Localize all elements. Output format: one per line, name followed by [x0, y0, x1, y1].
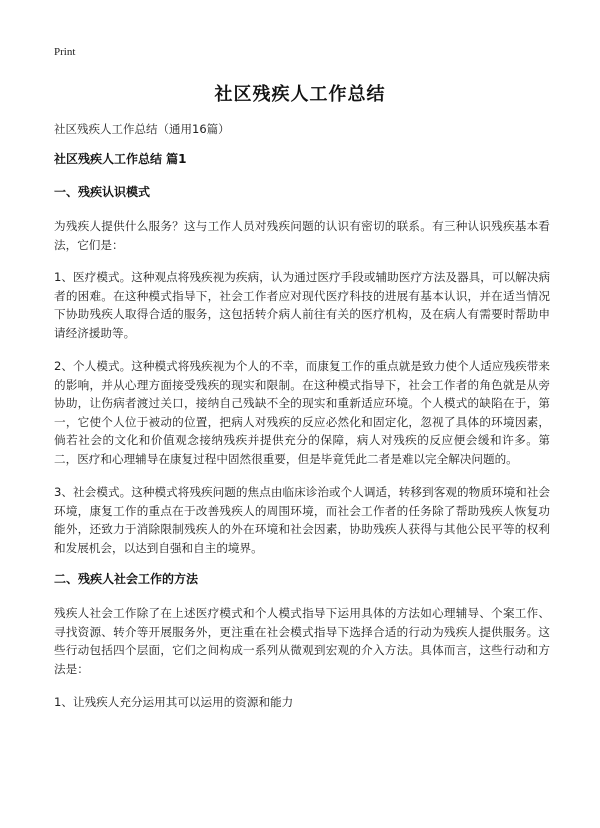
print-label: Print	[54, 46, 76, 58]
article-heading: 社区残疾人工作总结 篇1	[54, 152, 187, 166]
paragraph: 3、社会模式。这种模式将残疾问题的焦点由临床诊治或个人调适，转移到客观的物质环境和社会环境，康复工作的重点在于改善残疾人的周围环境，而社会工作者的任务除了帮助残疾人恢复功能外，还致力于消除限制残疾人的外在环境和社会因素，协助残疾人获得与其他公民平等的权利和发展机会，以达到自强和自主的境界。	[54, 485, 550, 555]
paragraph: 为残疾人提供什么服务？这与工作人员对残疾问题的认识有密切的联系。有三种认识残疾基本看法，它们是：	[54, 219, 550, 252]
document-body	[54, 122, 550, 727]
section-heading-1: 一、残疾认识模式	[54, 185, 151, 199]
page-title: 社区残疾人工作总结	[214, 84, 386, 105]
paragraph: 残疾人社会工作除了在上述医疗模式和个人模式指导下运用具体的方法如心理辅导、个案工作、寻找资源、转介等开展服务外，更注重在社会模式指导下选择合适的行动为残疾人提供服务。这些行动包括四个层面，它们之间构成一系列从微观到宏观的介入方法。具体而言，这些行动和方法是：	[54, 606, 550, 676]
document-subtitle: 社区残疾人工作总结（通用16篇）	[54, 122, 230, 136]
section-heading-2: 二、残疾人社会工作的方法	[54, 572, 199, 586]
paragraph: 1、让残疾人充分运用其可以运用的资源和能力	[54, 695, 294, 709]
paragraph: 2、个人模式。这种模式将残疾视为个人的不幸，而康复工作的重点就是致力使个人适应残疾带来的影响，并从心理方面接受残疾的现实和限制。在这种模式指导下，社会工作者的角色就是从旁协助，让伤病者渡过关口，接纳自己残缺不全的现实和重新适应环境。个人模式的缺陷在于，第一，它使个人位于被动的位置，把病人对残疾的反应必然化和固定化，忽视了具体的环境因素，倘若社会的文化和价值观念接纳残疾并提供充分的保障，病人对残疾的反应便会缓和许多。第二，医疗和心理辅导在康复过程中固然很重要，但是毕竟凭此二者是难以完全解决问题的。	[54, 359, 550, 466]
paragraph: 1、医疗模式。这种观点将残疾视为疾病，认为通过医疗手段或辅助医疗方法及器具，可以解决病者的困难。在这种模式指导下，社会工作者应对现代医疗科技的进展有基本认识，并在适当情况下协助残疾人取得合适的服务，这包括转介病人前往有关的医疗机构，及在病人有需要时帮助申请经济援助等。	[54, 270, 550, 340]
